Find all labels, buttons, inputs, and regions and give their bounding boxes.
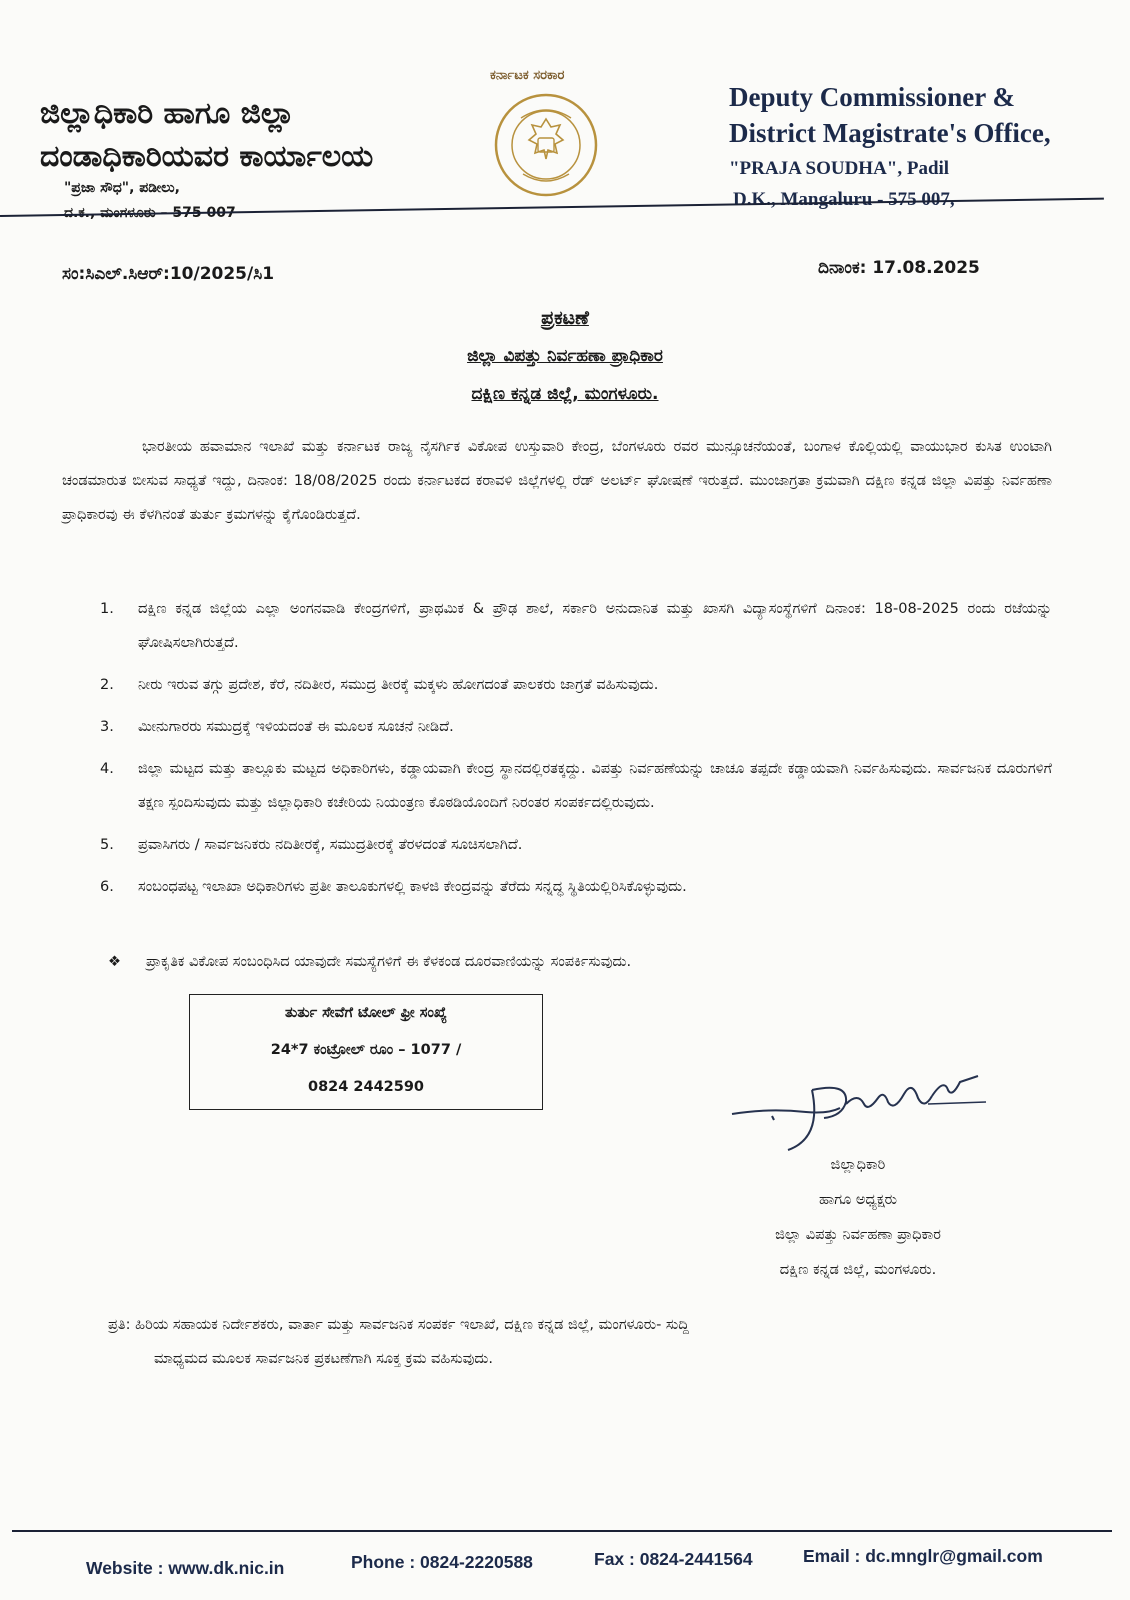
list-item [100,592,1052,660]
office-title-english-line-1: Deputy Commissioner & [729,82,1015,112]
footer-website: Website : www.dk.nic.in [86,1558,285,1578]
location-title: ದಕ್ಷಿಣ ಕನ್ನಡ ಜಿಲ್ಲೆ, ಮಂಗಳೂರು. [471,384,659,404]
footer-divider [12,1530,1112,1532]
footer-phone: Phone : 0824-2220588 [351,1552,533,1572]
list-item-text: ಜಿಲ್ಲಾ ಮಟ್ಟದ ಮತ್ತು ತಾಲ್ಲೂಕು ಮಟ್ಟದ ಅಧಿಕಾರಿಗಳು, ಕಡ್ಡಾಯವಾಗಿ ಕೇಂದ್ರ ಸ್ಥಾನದಲ್ಲಿರತಕ್ಕದ್ದು. ವಿಪತ್ತು ನಿರ್ವಹಣೆಯನ್ನು ಚಾಚೂ ತಪ್ಪದೇ ಕಡ್ಡಾಯವಾಗಿ ನಿರ್ವಹಿಸುವುದು. ಸಾರ್ವಜನಿಕ ದೂರುಗಳಿಗೆ ತಕ್ಷಣ ಸ್ಪಂದಿಸುವುದು ಮತ್ತು ಜಿಲ್ಲಾಧಿಕಾರಿ ಕಚೇರಿಯ ನಿಯಂತ್ರಣ ಕೊಠಡಿಯೊಂದಿಗೆ ನಿರಂತರ ಸಂಪರ್ಕದಲ್ಲಿರುವುದು. [138,761,1052,811]
list-item-text: ಪ್ರವಾಸಿಗರು / ಸಾರ್ವಜನಿಕರು ನದಿತೀರಕ್ಕೆ, ಸಮುದ್ರತೀರಕ್ಕೆ ತೆರಳದಂತೆ ಸೂಚಿಸಲಾಗಿದೆ. [138,837,523,853]
karnataka-emblem-icon [493,92,599,198]
signature [728,1068,988,1152]
notice-title: ಪ್ರಕಟಣೆ [541,307,589,329]
office-address-kannada-line-1: "ಪ್ರಜಾ ಸೌಧ", ಪಡೀಲು, [64,180,180,196]
reference-number: ಸಂ:ಸಿಎಲ್.ಸಿಆರ್:10/2025/ಸಿ1 [62,264,275,284]
list-item [100,668,1052,702]
office-title-kannada-line-1: ಜಿಲ್ಲಾಧಿಕಾರಿ ಹಾಗೂ ಜಿಲ್ಲಾ [40,96,295,131]
bullet-diamond-icon: ❖ [108,954,121,970]
list-item-text: ಮೀನುಗಾರರು ಸಮುದ್ರಕ್ಕೆ ಇಳಿಯದಂತೆ ಈ ಮೂಲಕ ಸೂಚನೆ ನೀಡಿದೆ. [138,719,454,735]
signatory-line-2: ಹಾಗೂ ಅಧ್ಯಕ್ಷರು [819,1192,897,1208]
helpline-control-room: 24*7 ಕಂಟ್ರೋಲ್ ರೂಂ – 1077 / [270,1042,462,1058]
list-item-text: ದಕ್ಷಿಣ ಕನ್ನಡ ಜಿಲ್ಲೆಯ ಎಲ್ಲಾ ಅಂಗನವಾಡಿ ಕೇಂದ್ರಗಳಿಗೆ, ಪ್ರಾಥಮಿಕ & ಪ್ರೌಢ ಶಾಲೆ, ಸರ್ಕಾರಿ ಅನುದಾನಿತ ಮತ್ತು ಖಾಸಗಿ ವಿದ್ಯಾಸಂಸ್ಥೆಗಳಿಗೆ ದಿನಾಂಕ: 18-08-2025 ರಂದು ರಜೆಯನ್ನು ಘೋಷಿಸಲಾಗಿರುತ್ತದೆ. [138,601,1052,651]
list-item-number: 5. [100,837,114,853]
government-seal [493,92,599,198]
helpline-note-text: ಪ್ರಾಕೃತಿಕ ವಿಕೋಪ ಸಂಬಂಧಿಸಿದ ಯಾವುದೇ ಸಮಸ್ಯೆಗಳಿಗೆ ಈ ಕೆಳಕಂಡ ದೂರವಾಣಿಯನ್ನು ಸಂಪರ್ಕಿಸುವುದು. [146,954,632,970]
list-item [100,710,1052,744]
helpline-box [189,994,543,1110]
signatory-line-1: ಜಿಲ್ಲಾಧಿಕಾರಿ [830,1157,886,1173]
office-address-english-line-2: D.K., Mangaluru - 575 007, [733,189,955,210]
list-item-number: 3. [100,719,114,735]
signatory-designation [738,1148,978,1288]
list-item-text: ಸಂಬಂಧಪಟ್ಟ ಇಲಾಖಾ ಅಧಿಕಾರಿಗಳು ಪ್ರತೀ ತಾಲೂಕುಗಳಲ್ಲಿ ಕಾಳಜಿ ಕೇಂದ್ರವನ್ನು ತೆರೆದು ಸನ್ನದ್ಧ ಸ್ಥಿತಿಯಲ್ಲಿರಿಸಿಕೊಳ್ಳುವುದು. [138,879,687,895]
list-item-number: 6. [100,879,114,895]
list-item-number: 2. [100,677,114,693]
list-item [100,828,1052,862]
list-item-number: 1. [100,601,114,617]
signatory-line-4: ದಕ್ಷಿಣ ಕನ್ನಡ ಜಿಲ್ಲೆ, ಮಂಗಳೂರು. [779,1262,937,1278]
handwritten-signature-icon [728,1068,988,1152]
copy-to-line-2: ಮಾಧ್ಯಮದ ಮೂಲಕ ಸಾರ್ವಜನಿಕ ಪ್ರಕಟಣೆಗಾಗಿ ಸೂಕ್ತ ಕ್ರಮ ವಹಿಸುವುದು. [154,1351,494,1367]
notice-date: ದಿನಾಂಕ: 17.08.2025 [818,258,980,278]
authority-title: ಜಿಲ್ಲಾ ವಿಪತ್ತು ನಿರ್ವಹಣಾ ಪ್ರಾಧಿಕಾರ [467,346,663,366]
copy-to [108,1308,1058,1376]
office-address-kannada-line-2: ದ.ಕ., ಮಂಗಳೂರು – 575 007 [64,205,236,221]
helpline-phone-number: 0824 2442590 [307,1079,425,1095]
list-item [100,752,1052,820]
signatory-line-3: ಜಿಲ್ಲಾ ವಿಪತ್ತು ನಿರ್ವಹಣಾ ಪ್ರಾಧಿಕಾರ [775,1227,941,1243]
helpline-box-title: ತುರ್ತು ಸೇವೆಗೆ ಟೋಲ್ ಫ್ರೀ ಸಂಖ್ಯೆ [284,1005,448,1021]
footer-email: Email : dc.mnglr@gmail.com [803,1546,1043,1566]
office-address-english-line-1: "PRAJA SOUDHA", Padil [729,158,950,179]
copy-to-line-1: ಪ್ರತಿ: ಹಿರಿಯ ಸಹಾಯಕ ನಿರ್ದೇಶಕರು, ವಾರ್ತಾ ಮತ್ತು ಸಾರ್ವಜನಿಕ ಸಂಪರ್ಕ ಇಲಾಖೆ, ದಕ್ಷಿಣ ಕನ್ನಡ ಜಿಲ್ಲೆ, ಮಂಗಳೂರು- ಸುದ್ದಿ [108,1317,689,1333]
footer-fax: Fax : 0824-2441564 [594,1549,753,1569]
intro-paragraph: ಭಾರತೀಯ ಹವಾಮಾನ ಇಲಾಖೆ ಮತ್ತು ಕರ್ನಾಟಕ ರಾಜ್ಯ ನೈಸರ್ಗಿಕ ವಿಕೋಪ ಉಸ್ತುವಾರಿ ಕೇಂದ್ರ, ಬೆಂಗಳೂರು ರವರ ಮುನ್ಸೂಚನೆಯಂತೆ, ಬಂಗಾಳ ಕೊಲ್ಲಿಯಲ್ಲಿ ವಾಯುಭಾರ ಕುಸಿತ ಉಂಟಾಗಿ ಚಂಡಮಾರುತ ಬೀಸುವ ಸಾಧ್ಯತೆ ಇದ್ದು, ದಿನಾಂಕ: 18/08/2025 ರಂದು ಕರ್ನಾಟಕದ ಕರಾವಳಿ ಜಿಲ್ಲೆಗಳಲ್ಲಿ ರೆಡ್ ಅಲರ್ಟ್ ಘೋಷಣೆ ಇರುತ್ತದೆ. ಮುಂಜಾಗ್ರತಾ ಕ್ರಮವಾಗಿ ದಕ್ಷಿಣ ಕನ್ನಡ ಜಿಲ್ಲಾ ವಿಪತ್ತು ನಿರ್ವಹಣಾ ಪ್ರಾಧಿಕಾರವು ಈ ಕೆಳಗಿನಂತೆ ತುರ್ತು ಕ್ರಮಗಳನ್ನು ಕೈಗೊಂಡಿರುತ್ತದೆ. [62,439,1052,523]
list-item [100,870,1052,904]
list-item-text: ನೀರು ಇರುವ ತಗ್ಗು ಪ್ರದೇಶ, ಕೆರೆ, ನದಿತೀರ, ಸಮುದ್ರ ತೀರಕ್ಕೆ ಮಕ್ಕಳು ಹೋಗದಂತೆ ಪಾಲಕರು ಜಾಗ್ರತೆ ವಹಿಸುವುದು. [138,677,659,693]
office-title-kannada-line-2: ದಂಡಾಧಿಕಾರಿಯವರ ಕಾರ್ಯಾಲಯ [40,139,374,174]
list-item-number: 4. [100,761,114,777]
government-label: ಕರ್ನಾಟಕ ಸರಕಾರ [490,68,565,83]
helpline-note [108,954,631,970]
office-title-english-line-2: District Magistrate's Office, [729,118,1051,148]
measures-list [100,592,1052,912]
